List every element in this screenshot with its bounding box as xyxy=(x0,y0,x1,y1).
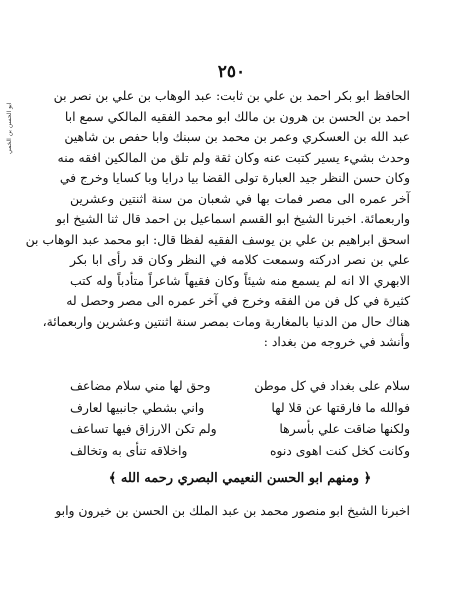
side-running-label: ابو الحسن بن الخمي xyxy=(6,102,13,154)
section-heading-text: ومنهم ابو الحسن النعيمي البصري رحمه الله xyxy=(120,471,360,486)
text-line-final: اخبرنا الشيخ ابو منصور محمد بن عبد الملك بن الحسن بن خيرون وابو xyxy=(55,503,410,518)
text-line: احمد بن الحسن بن هرون بن مالك ابو محمد الفقيه المالكي سمع ابا xyxy=(64,108,410,124)
verse-first-hemistich: سلام على بغداد في كل موطن xyxy=(254,378,410,393)
text-line: عبد الله بن العسكري وعمر بن محمد بن سبنك وابا حفص بن شاهين xyxy=(64,129,410,144)
text-line: هناك حال من الدنيا بالمغاربة ومات بمصر سنة اثنتين وعشرين واربعمائة، xyxy=(42,313,410,329)
verse-first-hemistich: وكانت كخل كنت اهوى دنوه xyxy=(269,442,410,458)
text-line: وكان حسن النظر جيد العبارة تولى القضا بيا درايا وبا كسايا وخرج في xyxy=(59,170,410,185)
poem-verses xyxy=(70,378,410,464)
verse-row xyxy=(70,421,410,443)
verse-second-hemistich: ولم تكن الارزاق فيها تساعف xyxy=(70,421,217,436)
ornament-left-icon: ﴾ xyxy=(108,471,117,486)
verse-row xyxy=(70,378,410,400)
text-line: كثيرة في كل فن من الفقه وخرج في آخر عمره الى مصر وحصل له xyxy=(66,293,410,308)
text-line: علي بن نصر ادركته وسمعت كلامه في النظر وكان قد رأى ابا بكر xyxy=(70,252,410,267)
ornament-right-icon: ﴿ xyxy=(363,471,372,486)
body-text xyxy=(25,86,410,353)
text-line: الابهري الا انه لم يسمع منه شيئاً وكان فقيهاً شاعراً متأدباً وله كتب xyxy=(70,272,410,288)
text-line: وحدث بشيء يسير كتبت عنه وكان ثقة ولم تلق من المالكين افقه منه xyxy=(57,149,410,165)
text-line: وأنشد في خروجه من بغداد : xyxy=(263,334,410,349)
verse-row xyxy=(70,400,410,422)
section-heading xyxy=(70,471,410,486)
text-line: اسحق ابراهيم بن علي بن يوسف الفقيه لفظا قال: ابو محمد عبد الوهاب بن xyxy=(25,231,410,247)
text-line: واربعمائة. اخبرنا الشيخ ابو القسم اسماعيل بن احمد قال ثنا الشيخ ابو xyxy=(55,211,410,226)
verse-second-hemistich: وحق لها مني سلام مضاعف xyxy=(70,378,211,393)
verse-second-hemistich: واخلاقه تنأى به وتخالف xyxy=(70,442,188,458)
verse-first-hemistich: ولكنها ضاقت علي بأسرها xyxy=(279,421,410,436)
text-line: الحافظ ابو بكر احمد بن علي بن ثابت: عبد الوهاب بن علي بن نصر بن xyxy=(53,88,410,103)
page-number: ٢٥٠ xyxy=(217,62,246,82)
verse-first-hemistich: فوالله ما فارقتها عن قلا لها xyxy=(271,399,410,415)
verse-second-hemistich: واني بشطي جانبيها لعارف xyxy=(70,399,205,415)
verse-row xyxy=(70,443,410,465)
text-line: آخر عمره الى مصر فمات بها في شعبان من سنة اثنتين وعشرين xyxy=(70,190,410,206)
